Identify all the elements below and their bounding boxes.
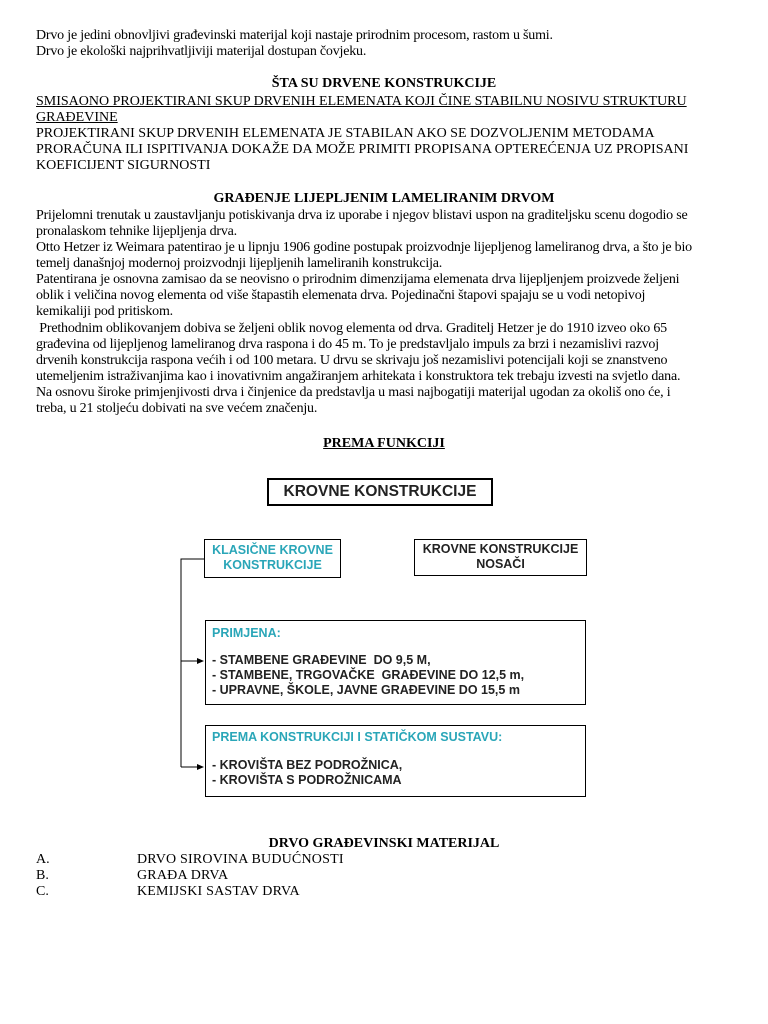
static-item: - KROVIŠTA S PODROŽNICAMA — [212, 773, 402, 787]
definition-1-line-2: GRAĐEVINE — [36, 110, 118, 125]
intro-line-1: Drvo je jedini obnovljivi građevinski materijal koji nastaje prirodnim procesom, rastom u šumi. — [36, 28, 553, 43]
usage-item: - STAMBENE, TRGOVAČKE GRAĐEVINE DO 12,5 m, — [212, 668, 525, 682]
paragraph-line: oblik i veličina novog elementa od više štapastih elemenata drva. Pojedinačni štapovi spajaju se u vodi netopivoj — [36, 288, 646, 303]
paragraph-line: Otto Hetzer iz Weimara patentirao je u lipnju 1906 godine postupak proizvodnje lijepljenog lameliranog drva, a što je bio — [36, 240, 692, 255]
list-item-text: GRAĐA DRVA — [137, 868, 229, 883]
list-item-letter: A. — [36, 852, 50, 867]
static-title: PREMA KONSTRUKCIJI I STATIČKOM SUSTAVU: — [212, 730, 503, 744]
definition-2-line-1: PROJEKTIRANI SKUP DRVENIH ELEMENATA JE STABILAN AKO SE DOZVOLJENIM METODAMA — [36, 126, 655, 141]
paragraph-line: utemeljenim istraživanjima kao i inovativnim angažiranjem arhitekata i konstruktora tek trebaju izvesti na svjetlo dana. — [36, 369, 681, 384]
paragraph-line: Patentirana je osnovna zamisao da se neovisno o prirodnim dimenzijama elemenata drva lijepljenjem proizvede željeni — [36, 272, 680, 287]
list-item-letter: B. — [36, 868, 49, 883]
paragraph-line: građevina od lijepljenog lameliranog drva raspona i do 45 m. To je predstavljalo impuls za brzi i nezamislivi razvoj — [36, 337, 659, 352]
box-beams-line-1: KROVNE KONSTRUKCIJE — [422, 542, 579, 556]
paragraph-line: temelj današnjoj modernoj proizvodnji lijepljenih lameliranih konstrukcija. — [36, 256, 443, 271]
box-classic-line-1: KLASIČNE KROVNE — [212, 543, 333, 557]
list-item-text: DRVO SIROVINA BUDUĆNOSTI — [137, 852, 344, 867]
arrowhead-icon — [197, 764, 204, 770]
list-item-text: KEMIJSKI SASTAV DRVA — [137, 884, 300, 899]
paragraph-line: pronalaskom tehnike lijepljenja drva. — [36, 224, 237, 239]
definition-1-line-1: SMISAONO PROJEKTIRANI SKUP DRVENIH ELEMENATA KOJI ČINE STABILNU NOSIVU STRUKTURU — [36, 94, 687, 109]
usage-title: PRIMJENA: — [212, 626, 281, 640]
static-item: - KROVIŠTA BEZ PODROŽNICA, — [212, 758, 403, 772]
usage-item: - STAMBENE GRAĐEVINE DO 9,5 M, — [212, 653, 431, 667]
paragraph-line: treba, u 21 stoljeću dobivati na sve većem značenju. — [36, 401, 318, 416]
definition-2-line-2: PRORAČUNA ILI ISPITIVANJA DOKAŽE DA MOŽE PRIMITI PROPISANA OPTEREĆENJA UZ PROPISANI — [36, 142, 689, 157]
arrowhead-icon — [197, 658, 204, 664]
paragraph-line: Prethodnim oblikovanjem dobiva se željeni oblik novog elementa od drva. Graditelj Hetzer je do 1910 izveo oko 65 — [36, 321, 667, 336]
box-beams-line-2: NOSAČI — [476, 557, 525, 571]
intro-line-2: Drvo je ekološki najprihvatljiviji materijal dostupan čovjeku. — [36, 44, 367, 59]
definition-2-line-3: KOEFICIJENT SIGURNOSTI — [36, 158, 211, 173]
paragraph-line: drvenih konstrukcija raspona većih i od 100 metara. U drvu se skrivaju još nezamislivi potencijali koji se znanstveno — [36, 353, 668, 368]
connector-line-usage — [181, 559, 204, 661]
paragraph-line: Prijelomni trenutak u zaustavljanju potiskivanja drva iz uporabe i njegov blistavi uspon na graditeljsku scenu dogodio se — [36, 208, 688, 223]
usage-item: - UPRAVNE, ŠKOLE, JAVNE GRAĐEVINE DO 15,5 m — [212, 683, 520, 697]
paragraph-line: kemikaliji pod pritiskom. — [36, 304, 173, 319]
section-title-materijal: DRVO GRAĐEVINSKI MATERIJAL — [268, 836, 500, 851]
section-title-funkcija: PREMA FUNKCIJI — [323, 436, 445, 451]
section-title-konstrukcije: ŠTA SU DRVENE KONSTRUKCIJE — [271, 76, 497, 91]
diagram-main-title: KROVNE KONSTRUKCIJE — [267, 478, 493, 506]
list-item-letter: C. — [36, 884, 49, 899]
section-title-lamelirano: GRAĐENJE LIJEPLJENIM LAMELIRANIM DRVOM — [213, 191, 555, 206]
box-classic-line-2: KONSTRUKCIJE — [223, 558, 322, 572]
paragraph-line: Na osnovu široke primjenjivosti drva i činjenice da predstavlja u masi najbogatiji materijal ugodan za okoliš ono će, i — [36, 385, 671, 400]
